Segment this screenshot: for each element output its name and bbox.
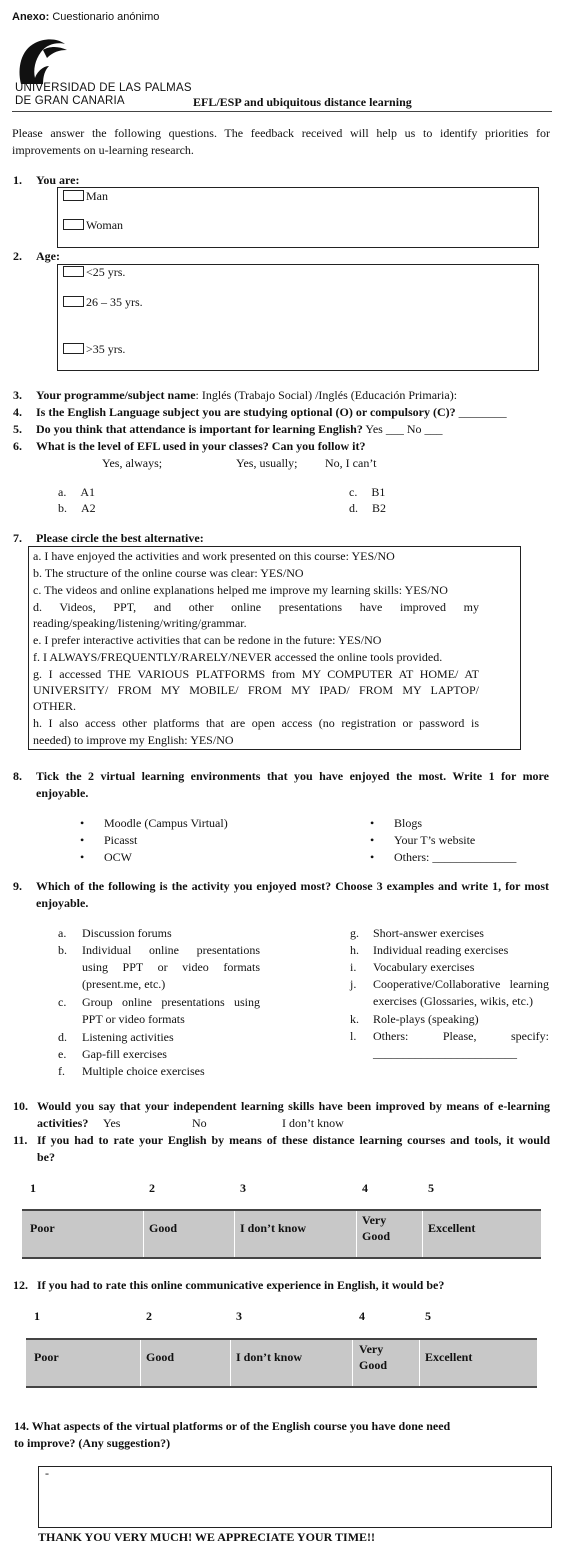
q2-option-over35[interactable] xyxy=(63,342,125,357)
q12-scale-4: 4 xyxy=(359,1309,365,1323)
q8-option-others[interactable]: • Others: ______________ xyxy=(394,850,516,865)
q6-level-d-value: B2 xyxy=(372,501,387,515)
q6-level-a-value: A1 xyxy=(80,485,95,499)
annex-label: Anexo: xyxy=(12,11,50,23)
q9-option-l-blank[interactable]: ________________________ xyxy=(373,1046,517,1060)
q9-option-f[interactable]: Multiple choice exercises xyxy=(82,1064,205,1078)
q7-number: 7. xyxy=(13,531,22,545)
q11-rating-very-good-line2[interactable]: Good xyxy=(362,1229,391,1243)
q1-option-man[interactable] xyxy=(63,189,108,204)
q9-number: 9. xyxy=(13,879,22,893)
q12-divider-3 xyxy=(352,1340,353,1386)
q12-scale-3: 3 xyxy=(236,1309,242,1323)
q12-scale-5: 5 xyxy=(425,1309,431,1323)
q7-statement-f[interactable]: f. I ALWAYS/FREQUENTLY/RARELY/NEVER accessed the online tools provided. xyxy=(33,650,443,664)
q8-title-line1: Tick the 2 virtual learning environments that you have enjoyed the most. Write 1 for more xyxy=(36,769,549,783)
q8-title-line2: enjoyable. xyxy=(36,786,89,800)
q12-rating-excellent[interactable]: Excellent xyxy=(425,1350,473,1364)
q7-statement-g-line1[interactable]: g. I accessed THE VARIOUS PLATFORMS from MY COMPUTER AT HOME/ AT xyxy=(33,667,479,681)
q8-option-website[interactable]: • Your T’s website xyxy=(394,833,475,848)
q2-option-26-35[interactable] xyxy=(63,295,143,310)
q5-rest: Yes ___ No ___ xyxy=(362,422,443,436)
university-logo-icon xyxy=(13,36,73,86)
q9-option-b-line1[interactable]: Individual online presentations xyxy=(82,943,260,957)
q7-statement-h-line2[interactable]: needed) to improve my English: YES/NO xyxy=(33,733,234,747)
q11-divider-1 xyxy=(143,1211,144,1257)
q8-option-ocw[interactable]: • OCW xyxy=(104,850,132,865)
q6-answer-always[interactable]: Yes, always; xyxy=(102,456,163,470)
checkbox-over35[interactable] xyxy=(63,343,84,354)
annex-text: Cuestionario anónimo xyxy=(49,11,160,23)
q11-title-line1: If you had to rate your English by means of these distance learning courses and tools, it would xyxy=(37,1133,550,1147)
q8-number: 8. xyxy=(13,769,22,783)
q10-answer-no[interactable]: No xyxy=(192,1116,207,1130)
q9-option-g[interactable]: Short-answer exercises xyxy=(373,926,484,940)
q6-level-d[interactable] xyxy=(349,501,386,516)
annex-heading xyxy=(12,11,159,23)
q11-divider-4 xyxy=(422,1211,423,1257)
q11-scale-5: 5 xyxy=(428,1181,434,1195)
q11-scale-3: 3 xyxy=(240,1181,246,1195)
q14-suggestion-box[interactable] xyxy=(38,1466,552,1528)
q10-title-line1: Would you say that your independent learning skills have been improved by means of e-learning xyxy=(37,1099,550,1113)
q12-number: 12. xyxy=(13,1278,28,1292)
q6-level-b[interactable] xyxy=(58,501,96,516)
q11-rating-poor[interactable]: Poor xyxy=(30,1221,55,1235)
q9-option-b-line2[interactable]: using PPT or video formats xyxy=(82,960,260,974)
q6-level-a-letter: a. xyxy=(58,485,67,499)
q3-bold: Your programme/subject name xyxy=(36,388,196,402)
thank-you-footer: THANK YOU VERY MUCH! WE APPRECIATE YOUR TIME!! xyxy=(38,1530,376,1544)
university-name-line1: UNIVERSIDAD DE LAS PALMAS xyxy=(15,82,192,94)
q9-option-i[interactable]: Vocabulary exercises xyxy=(373,960,475,974)
q2-option-under25[interactable] xyxy=(63,265,125,280)
q14-title-text: What aspects of the virtual platforms or of the English course you have done need xyxy=(29,1419,451,1433)
q1-title: You are: xyxy=(36,173,80,187)
checkbox-woman[interactable] xyxy=(63,219,84,230)
q9-letter-d: d. xyxy=(58,1030,67,1044)
q12-title: If you had to rate this online communicative experience in English, it would be? xyxy=(37,1278,445,1292)
q1-option-woman-label: Woman xyxy=(86,218,124,232)
q11-rating-idk[interactable]: I don’t know xyxy=(240,1221,307,1235)
q9-title-line2: enjoyable. xyxy=(36,896,89,910)
q1-options-box xyxy=(57,187,539,248)
q11-title-line2: be? xyxy=(37,1150,55,1164)
q12-divider-2 xyxy=(230,1340,231,1386)
q3-rest: : Inglés (Trabajo Social) /Inglés (Educación Primaria): xyxy=(195,388,458,402)
q7-statement-e[interactable]: e. I prefer interactive activities that can be redone in the future: YES/NO xyxy=(33,633,382,647)
q11-scale-1: 1 xyxy=(30,1181,36,1195)
q9-letter-k: k. xyxy=(350,1012,359,1026)
q9-letter-b: b. xyxy=(58,943,67,957)
q6-level-a[interactable] xyxy=(58,485,95,500)
q7-statement-c[interactable]: c. The videos and online explanations helped me improve my learning skills: YES/NO xyxy=(33,583,448,597)
q1-number: 1. xyxy=(13,173,22,187)
q12-rating-good[interactable]: Good xyxy=(146,1350,175,1364)
q11-scale-2: 2 xyxy=(149,1181,155,1195)
q6-level-c[interactable] xyxy=(349,485,385,500)
q12-scale-1: 1 xyxy=(34,1309,40,1323)
q12-rating-very-good-line1[interactable]: Very xyxy=(359,1342,384,1356)
q9-letter-i: i. xyxy=(350,960,357,974)
checkbox-man[interactable] xyxy=(63,190,84,201)
q12-scale-2: 2 xyxy=(146,1309,152,1323)
q3-number: 3. xyxy=(13,388,22,402)
q9-option-k[interactable]: Role-plays (speaking) xyxy=(373,1012,479,1026)
q11-rating-good[interactable]: Good xyxy=(149,1221,178,1235)
checkbox-26-35[interactable] xyxy=(63,296,84,307)
q10-number: 10. xyxy=(13,1099,28,1113)
q9-title-line1: Which of the following is the activity you enjoyed most? Choose 3 examples and write 1, for most xyxy=(36,879,549,893)
document-title: EFL/ESP and ubiquitous distance learning xyxy=(193,95,412,109)
q9-option-e[interactable]: Gap-fill exercises xyxy=(82,1047,167,1061)
q11-divider-3 xyxy=(356,1211,357,1257)
q5-bold: Do you think that attendance is important for learning English? xyxy=(36,422,363,436)
q3-text xyxy=(36,388,457,403)
q10-answer-idk[interactable]: I don’t know xyxy=(282,1116,344,1130)
q4-bold: Is the English Language subject you are studying optional (O) or compulsory (C)? xyxy=(36,405,456,419)
q5-text xyxy=(36,422,443,437)
q9-letter-e: e. xyxy=(58,1047,67,1061)
q9-letter-a: a. xyxy=(58,926,67,940)
q11-number: 11. xyxy=(13,1133,28,1147)
q1-option-woman[interactable] xyxy=(63,218,123,233)
q2-title: Age: xyxy=(36,249,60,263)
q6-answer-usually[interactable]: Yes, usually; xyxy=(236,456,298,470)
q12-divider-1 xyxy=(140,1340,141,1386)
q11-rating-excellent[interactable]: Excellent xyxy=(428,1221,476,1235)
q7-statement-g-line3[interactable]: OTHER. xyxy=(33,699,76,713)
q9-letter-g: g. xyxy=(350,926,359,940)
q6-number: 6. xyxy=(13,439,22,453)
q4-number: 4. xyxy=(13,405,22,419)
q9-option-j-line2[interactable]: exercises (Glossaries, wikis, etc.) xyxy=(373,994,533,1008)
q11-scale-4: 4 xyxy=(362,1181,368,1195)
q8-option-picasst[interactable]: • Picasst xyxy=(104,833,137,848)
q14-suggestion-dash: - xyxy=(45,1466,49,1480)
q11-rating-very-good-line1[interactable]: Very xyxy=(362,1213,387,1227)
q4-text xyxy=(36,405,507,420)
q7-statement-g-line2[interactable]: UNIVERSITY/ FROM MY MOBILE/ FROM MY IPAD/ FROM MY LAPTOP/ xyxy=(33,683,479,697)
q10-title-line2: activities? xyxy=(37,1116,89,1130)
header-rule xyxy=(12,111,552,112)
q11-divider-2 xyxy=(234,1211,235,1257)
q9-option-j-line1[interactable]: Cooperative/Collaborative learning xyxy=(373,977,549,991)
q6-level-b-letter: b. xyxy=(58,501,67,515)
q8-option-moodle[interactable]: • Moodle (Campus Virtual) xyxy=(104,816,228,831)
q7-statement-h-line1[interactable]: h. I also access other platforms that are open access (no registration or password is xyxy=(33,716,479,730)
q5-number: 5. xyxy=(13,422,22,436)
q2-number: 2. xyxy=(13,249,22,263)
q9-option-a[interactable]: Discussion forums xyxy=(82,926,172,940)
q6-level-c-letter: c. xyxy=(349,485,358,499)
q9-option-c-line1[interactable]: Group online presentations using xyxy=(82,995,260,1009)
q4-rest: ________ xyxy=(455,405,507,419)
q9-option-l-line1[interactable]: Others: Please, specify: xyxy=(373,1029,549,1043)
q9-option-d[interactable]: Listening activities xyxy=(82,1030,174,1044)
q7-statement-a[interactable]: a. I have enjoyed the activities and work presented on this course: YES/NO xyxy=(33,549,395,563)
q12-rating-very-good-line2[interactable]: Good xyxy=(359,1358,388,1372)
q2-options-box xyxy=(57,264,539,371)
q9-letter-f: f. xyxy=(58,1064,65,1078)
q9-option-h[interactable]: Individual reading exercises xyxy=(373,943,509,957)
q6-level-d-letter: d. xyxy=(349,501,358,515)
q7-statement-d-line1[interactable]: d. Videos, PPT, and other online presentations have improved my xyxy=(33,600,479,614)
q9-letter-j: j. xyxy=(350,977,357,991)
intro-text: Please answer the following questions. The feedback received will help us to identify priorities for improvements on u-learning research. xyxy=(12,126,550,157)
q6-answer-no[interactable]: No, I can’t xyxy=(325,456,377,470)
q2-option-26-35-label: 26 – 35 yrs. xyxy=(86,295,143,309)
q9-letter-c: c. xyxy=(58,995,67,1009)
q14-title-line2: to improve? (Any suggestion?) xyxy=(14,1436,171,1450)
q10-answer-yes[interactable]: Yes xyxy=(103,1116,121,1130)
q6-level-b-value: A2 xyxy=(81,501,96,515)
q12-rating-idk[interactable]: I don’t know xyxy=(236,1350,303,1364)
q8-option-blogs[interactable]: • Blogs xyxy=(394,816,422,831)
q9-option-b-line3[interactable]: (present.me, etc.) xyxy=(82,977,166,991)
q2-option-over35-label: >35 yrs. xyxy=(86,342,126,356)
q9-letter-l: l. xyxy=(350,1029,357,1043)
checkbox-under25[interactable] xyxy=(63,266,84,277)
q7-title: Please circle the best alternative: xyxy=(36,531,204,545)
q9-option-c-line2[interactable]: PPT or video formats xyxy=(82,1012,185,1026)
q14-number: 14. xyxy=(14,1419,29,1433)
q1-option-man-label: Man xyxy=(86,189,108,203)
q12-rating-poor[interactable]: Poor xyxy=(34,1350,59,1364)
university-name-line2: DE GRAN CANARIA xyxy=(15,95,125,107)
q9-letter-h: h. xyxy=(350,943,359,957)
q6-title: What is the level of EFL used in your classes? Can you follow it? xyxy=(36,439,366,453)
q7-statement-b[interactable]: b. The structure of the online course was clear: YES/NO xyxy=(33,566,304,580)
q2-option-under25-label: <25 yrs. xyxy=(86,265,126,279)
q7-statement-d-line2[interactable]: reading/speaking/listening/writing/grammar. xyxy=(33,616,247,630)
q14-title-line1 xyxy=(14,1419,450,1434)
q6-level-c-value: B1 xyxy=(371,485,386,499)
q12-divider-4 xyxy=(419,1340,420,1386)
